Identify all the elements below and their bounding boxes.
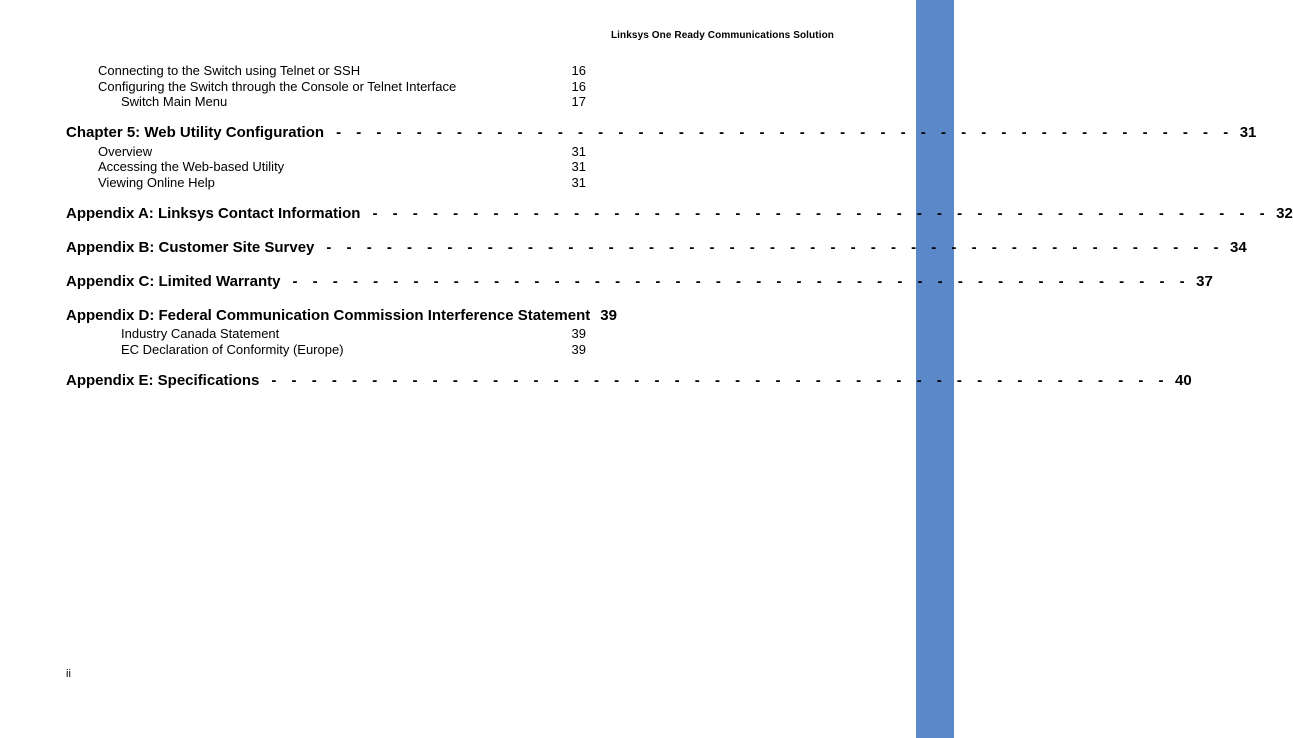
toc-entry-switch-main-menu[interactable] [66, 94, 586, 110]
toc-leader: - - - - - - - - - - - - - - - - - - - - - - - - - - - - - - - - - - - - - - - - - - - - - [292, 273, 1191, 290]
toc-entry-console-telnet[interactable] [66, 79, 586, 95]
toc-appendix-a[interactable] [66, 204, 1293, 224]
toc-entry-page: 31 [571, 159, 586, 174]
toc-chapter-page: 31 [1239, 123, 1257, 141]
toc-entry-page: 31 [571, 174, 586, 190]
toc-entry-page: 16 [571, 63, 586, 78]
toc-appendix-e[interactable] [66, 371, 1192, 391]
toc-entry-page: 31 [571, 143, 586, 159]
toc-entry-label: Switch Main Menu [121, 94, 228, 109]
toc-entry-page: 39 [571, 341, 586, 357]
toc-chapter-label: Appendix C: Limited Warranty [66, 273, 281, 290]
toc-entry-online-help[interactable] [66, 175, 586, 191]
toc-entry-label: Configuring the Switch through the Console or Telnet Interface [98, 78, 457, 94]
page-number: ii [66, 668, 71, 680]
running-header: Linksys One Ready Communications Solution [610, 30, 834, 41]
toc-leader: - - - - - - - - - - - - - - - - - - - - - - - - - - - - - - - - - - - - - - - - - - - - - [271, 372, 1170, 389]
toc-appendix-d[interactable] [66, 306, 617, 326]
toc-entry-page: 39 [571, 326, 586, 341]
toc-chapter-label: Appendix D: Federal Communication Commission Interference Statement [66, 307, 591, 324]
toc-entry-label: Accessing the Web-based Utility [98, 159, 285, 174]
toc-chapter-5[interactable] [66, 123, 1257, 143]
toc-entry-page: 16 [571, 78, 586, 94]
toc-leader: - - - - - - - - - - - - - - - - - - - - - - - - - - - - - - - - - - - - - - - - - - - - - [326, 239, 1225, 256]
toc-chapter-page: 39 [600, 307, 617, 324]
toc-entry-industry-canada[interactable] [66, 326, 586, 342]
toc-entry-telnet-ssh[interactable] [66, 63, 586, 79]
toc-entry-label: Connecting to the Switch using Telnet or SSH [98, 63, 361, 78]
toc-chapter-label: Appendix E: Specifications [66, 372, 260, 389]
toc-chapter-page: 34 [1230, 239, 1247, 256]
toc-appendix-b[interactable] [66, 238, 1247, 258]
toc-leader: - - - - - - - - - - - - - - - - - - - - - - - - - - - - - - - - - - - - - - - - - - - - - [372, 205, 1271, 222]
toc-entry-label: Overview [98, 143, 153, 159]
toc-appendix-c[interactable] [66, 272, 1213, 292]
side-accent-band [916, 0, 954, 738]
toc-chapter-page: 37 [1196, 273, 1213, 290]
toc-chapter-page: 32 [1276, 205, 1293, 222]
toc-entry-ec-declaration[interactable] [66, 342, 586, 358]
table-of-contents [66, 63, 1293, 391]
toc-entry-accessing-utility[interactable] [66, 159, 586, 175]
toc-leader: - - - - - - - - - - - - - - - - - - - - - - - - - - - - - - - - - - - - - - - - - - - - - [336, 123, 1234, 141]
toc-chapter-page: 40 [1175, 372, 1192, 389]
toc-chapter-label: Appendix A: Linksys Contact Information [66, 205, 361, 222]
toc-entry-page: 17 [571, 94, 586, 109]
toc-entry-overview[interactable] [66, 144, 586, 160]
toc-entry-label: EC Declaration of Conformity (Europe) [121, 341, 344, 357]
toc-entry-label: Viewing Online Help [98, 174, 215, 190]
toc-chapter-label: Appendix B: Customer Site Survey [66, 239, 315, 256]
toc-entry-label: Industry Canada Statement [121, 326, 280, 341]
toc-chapter-label: Chapter 5: Web Utility Configuration [66, 123, 325, 141]
